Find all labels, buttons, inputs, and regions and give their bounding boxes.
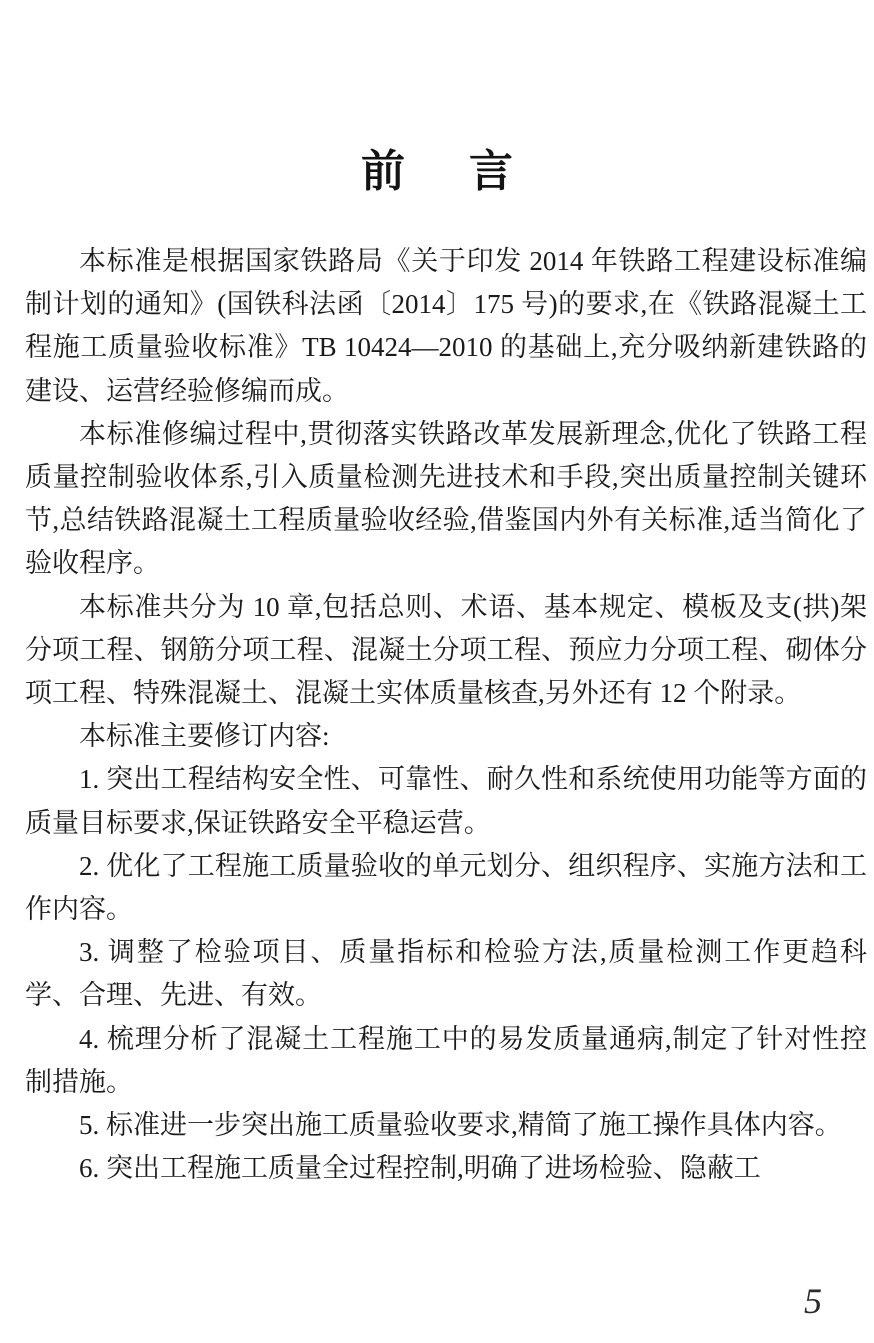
paragraph: 本标准修编过程中,贯彻落实铁路改革发展新理念,优化了铁路工程质量控制验收体系,引入质量检测先进技术和手段,突出质量控制关键环节,总结铁路混凝土工程质量验收经验,借鉴国内外有关标准,适当简化了验收程序。 bbox=[25, 418, 867, 579]
list-item-revision-5: 5. 标准进一步突出施工质量验收要求,精简了施工操作具体内容。 bbox=[79, 1110, 842, 1141]
list-item-revision-4: 4. 梳理分析了混凝土工程施工中的易发质量通病,制定了针对性控制措施。 bbox=[25, 1023, 867, 1097]
list-item-revision-2: 2. 优化了工程施工质量验收的单元划分、组织程序、实施方法和工作内容。 bbox=[25, 850, 867, 925]
paragraph: 本标准主要修订内容: bbox=[79, 721, 330, 752]
paragraph: 本标准是根据国家铁路局《关于印发 2014 年铁路工程建设标准编制计划的通知》(国铁科法函〔2014〕175 号)的要求,在《铁路混凝土工程施工质量验收标准》TB 10424—2010 的基础上,充分吸纳新建铁路的建设、运营经验修编而成。 bbox=[25, 246, 867, 406]
paragraph: 本标准共分为 10 章,包括总则、术语、基本规定、模板及支(拱)架分项工程、钢筋分项工程、混凝土分项工程、预应力分项工程、砌体分项工程、特殊混凝土、混凝土实体质量核查,另外还有 12 个附录。 bbox=[25, 591, 867, 709]
document-body bbox=[25, 240, 867, 1190]
list-item-revision-1: 1. 突出工程结构安全性、可靠性、耐久性和系统使用功能等方面的质量目标要求,保证铁路安全平稳运营。 bbox=[25, 764, 867, 838]
list-item-revision-6: 6. 突出工程施工质量全过程控制,明确了进场检验、隐蔽工 bbox=[79, 1153, 761, 1184]
page-number: 5 bbox=[804, 1281, 822, 1321]
list-item-revision-3: 3. 调整了检验项目、质量指标和检验方法,质量检测工作更趋科学、合理、先进、有效。 bbox=[25, 937, 867, 1011]
page-title: 前 言 bbox=[361, 147, 523, 196]
